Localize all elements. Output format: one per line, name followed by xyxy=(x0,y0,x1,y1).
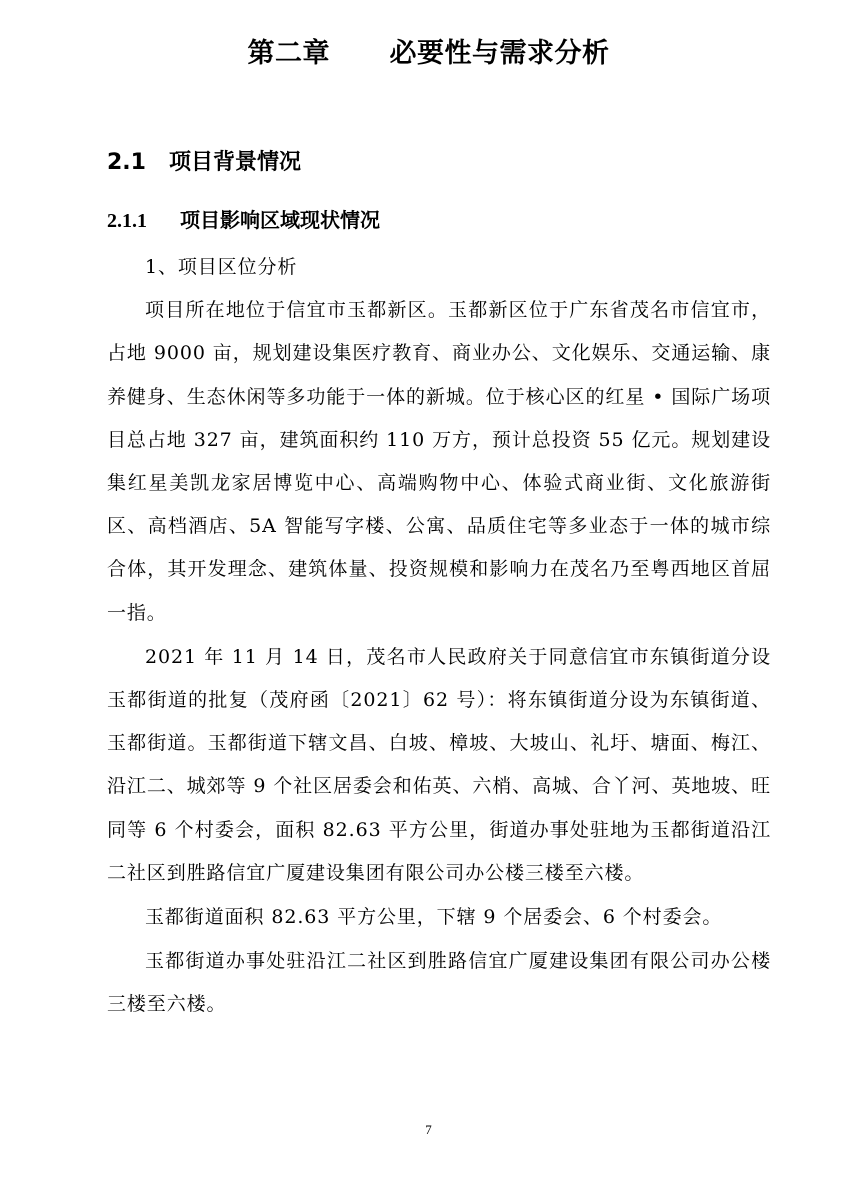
paragraph: 玉都街道办事处驻沿江二社区到胜路信宜广厦建设集团有限公司办公楼三楼至六楼。 xyxy=(107,950,771,1016)
section-heading xyxy=(107,145,301,181)
body-text xyxy=(107,246,771,1027)
subsection-title: 项目影响区域现状情况 xyxy=(180,208,380,232)
paragraph: 项目所在地位于信宜市玉都新区。玉都新区位于广东省茂名市信宜市，占地 9000 亩，规划建设集医疗教育、商业办公、文化娱乐、交通运输、康养健身、生态休闲等多功能于一体的新城。位于核心区的红星 • 国际广场项目总占地 327 亩，建筑面积约 110 万方，预计总投资 55 亿元。规划建设集红星美凯龙家居博览中心、高端购物中心、体验式商业街、文化旅游街区、高档酒店、5A 智能写字楼、公寓、品质住宅等多业态于一体的城市综合体，其开发理念、建筑体量、投资规模和影响力在茂名乃至粤西地区首屈一指。 xyxy=(107,299,771,624)
section-number: 2.1 xyxy=(107,150,146,175)
list-item-heading: 1、项目区位分析 xyxy=(145,256,298,278)
subsection-number: 2.1.1 xyxy=(107,210,147,232)
paragraph: 玉都街道面积 82.63 平方公里，下辖 9 个居委会、6 个村委会。 xyxy=(145,906,723,929)
paragraph: 2021 年 11 月 14 日，茂名市人民政府关于同意信宜市东镇街道分设玉都街道的批复（茂府函〔2021〕62 号）：将东镇街道分设为东镇街道、玉都街道。玉都街道下辖文昌、白坡、樟坡、大坡山、礼圩、塘面、梅江、沿江二、城郊等 9 个社区居委会和佑英、六梢、高城、合丫河、英地坡、旺同等 6 个村委会，面积 82.63 平方公里，街道办事处驻地为玉都街道沿江二社区到胜路信宜广厦建设集团有限公司办公楼三楼至六楼。 xyxy=(107,645,771,884)
subsection-heading xyxy=(107,203,380,238)
chapter-title: 第二章 必要性与需求分析 xyxy=(247,38,610,69)
page-number: 7 xyxy=(425,1122,432,1137)
section-title: 项目背景情况 xyxy=(169,150,302,175)
